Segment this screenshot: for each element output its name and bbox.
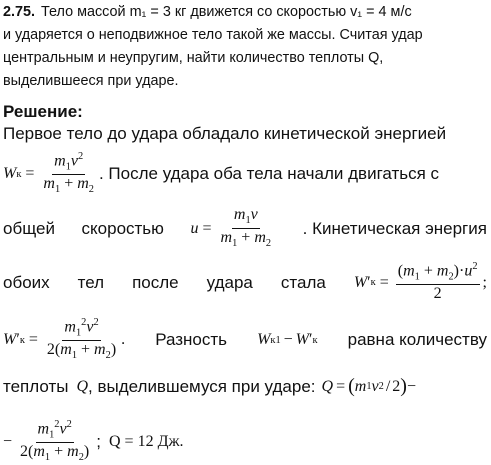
problem-line-1-text: Тело массой m₁ = 3 кг движется со скоростью v₁ = 4 м/с — [41, 4, 412, 20]
heat-formula-end: − $\frac{m_1^2v^2}{2(m_1 + m_2)}$ — [3, 419, 90, 464]
solution-line-1: Первое тело до удара обладало кинетической энергией — [3, 124, 447, 143]
solution-heading: Решение: — [3, 102, 83, 121]
problem-line-2: и ударяется о неподвижное тело такой же массы. Считая удар — [3, 27, 423, 43]
solution-line-2 — [3, 152, 487, 197]
solution-line-4: обоих тел после удара стала W ′ к = $\frac{(m_1 + m_2)\cdot u^2}{2}$ ; — [3, 261, 487, 303]
common-velocity-formula: u = $\frac{m_1v}{m_1 + m_2}$ — [190, 206, 272, 250]
heat-formula-start: Q = ( m 1 v 2 / 2 ) − — [321, 375, 416, 397]
solution-line-3: общей скоростью u = $\frac{m_1v}{m_1 + m_2}$ . Кинетическая энергия — [3, 206, 487, 250]
problem-number: 2.75. — [3, 4, 36, 20]
kinetic-energy-formula: W к = $\frac{m_1v^2}{m_1 + m_2}$ — [3, 151, 94, 196]
answer: Q = 12 Дж. — [108, 433, 184, 451]
problem-line-4: выделившееся при ударе. — [3, 73, 179, 89]
solution-line-7: − $\frac{m_1^2v^2}{2(m_1 + m_2)}$ ; Q = 12 Дж. — [3, 419, 184, 464]
energy-difference: W к1 − W ′ к — [257, 331, 318, 349]
final-energy-simplified: W ′ к = $\frac{m_1^2v^2}{2(m_1 + m_2)}$ . — [3, 317, 126, 362]
solution-line-2-text: . После удара оба тела начали двигаться с — [98, 164, 440, 184]
final-energy-formula: W ′ к = $\frac{(m_1 + m_2)\cdot u^2}{2}$ ; — [353, 261, 487, 303]
problem-line-3: центральным и неупругим, найти количество теплоты Q, — [3, 50, 384, 66]
solution-line-6: теплоты Q , выделившемуся при ударе: Q = ( m 1 v 2 / 2 ) − — [3, 375, 416, 397]
problem-line-1 — [3, 4, 487, 20]
solution-line-5: W ′ к = $\frac{m_1^2v^2}{2(m_1 + m_2)}$ . Разность W к1 − W ′ к равна количеству — [3, 317, 487, 362]
